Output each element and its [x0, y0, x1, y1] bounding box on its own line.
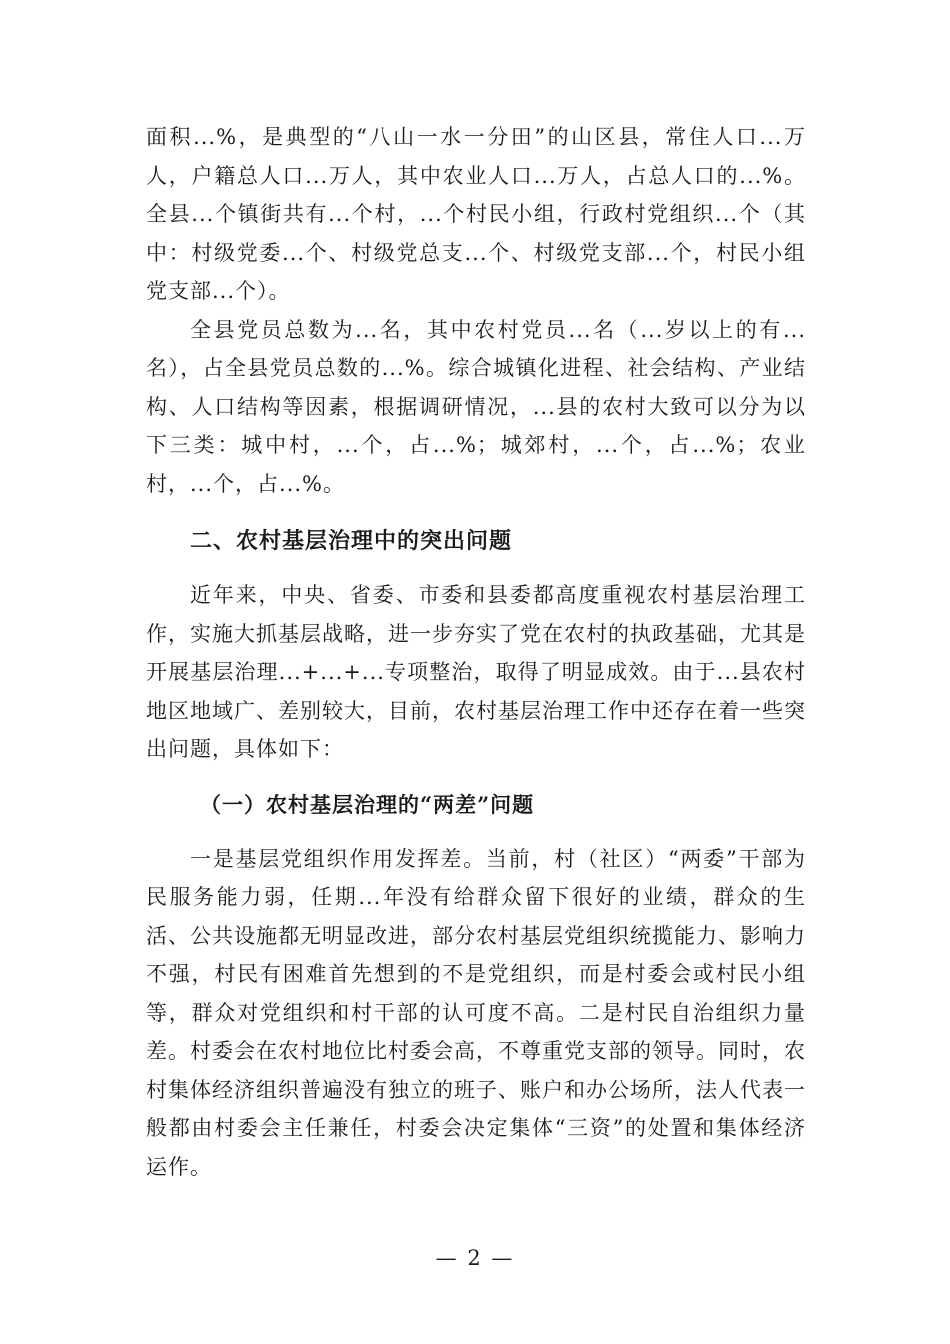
page-number: — 2 —: [435, 1246, 515, 1270]
section-heading-2: 二、农村基层治理中的突出问题: [190, 529, 513, 554]
intro-paragraph-continued: 面积...%，是典型的“八山一水一分田”的山区县，常住人口...万人，户籍总人口...万人，其中农业人口...万人，占总人口的...%。全县...个镇街共有...个村，...个村民小组，行政村党组织...个（其中：村级党委...个、村级党总支...个、村级党支部...个，村民小组党支部...个）。: [146, 125, 806, 303]
section-2-paragraph: 近年来，中央、省委、市委和县委都高度重视农村基层治理工作，实施大抓基层战略，进一步夯实了党在农村的执政基础，尤其是开展基层治理...+...+...专项整治，取得了明显成效。由于...县农村地区地域广、差别较大，目前，农村基层治理工作中还存在着一些突出问题，具体如下：: [146, 583, 806, 761]
document-body: [146, 118, 806, 1186]
intro-paragraph-party-members: 全县党员总数为...名，其中农村党员...名（...岁以上的有...名），占全县党员总数的...%。综合城镇化进程、社会结构、产业结构、人口结构等因素，根据调研情况，...县的农村大致可以分为以下三类：城中村，...个，占...%；城郊村，...个，占...%；农业村，...个，占...%。: [146, 317, 806, 496]
subsection-1-paragraph: 一是基层党组织作用发挥差。当前，村（社区）“两委”干部为民服务能力弱，任期...年没有给群众留下很好的业绩，群众的生活、公共设施都无明显改进，部分农村基层党组织统揽能力、影响力不强，村民有困难首先想到的不是党组织，而是村委会或村民小组等，群众对党组织和村干部的认可度不高。二是村民自治组织力量差。村委会在农村地位比村委会高，不尊重党支部的领导。同时，农村集体经济组织普遍没有独立的班子、账户和办公场所，法人代表一般都由村委会主任兼任，村委会决定集体“三资”的处置和集体经济运作。: [146, 846, 806, 1179]
subsection-heading-1: （一）农村基层治理的“两差”问题: [200, 791, 535, 817]
